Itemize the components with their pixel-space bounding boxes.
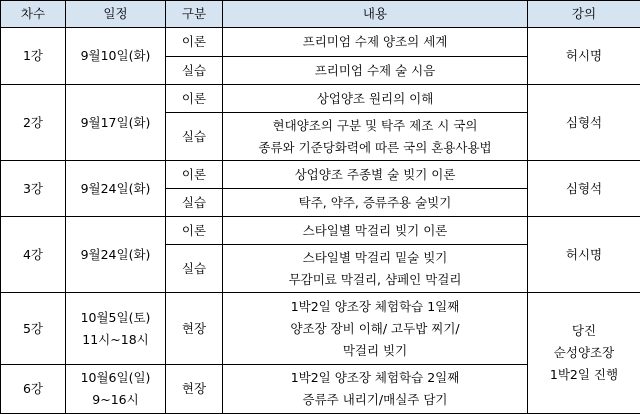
content-line: 막걸리 빚기 [225, 340, 525, 362]
type-cell: 실습 [166, 57, 223, 85]
content-line: 1박2일 양조장 체험학습 2일째 [225, 367, 525, 389]
type-cell: 실습 [166, 245, 223, 293]
date-cell: 9월10일(화) [66, 28, 166, 85]
type-cell: 이론 [166, 28, 223, 57]
type-cell: 실습 [166, 189, 223, 217]
content-line: 무감미료 막걸리, 샴페인 막걸리 [225, 269, 525, 291]
lecturer-cell: 허시명 [528, 217, 640, 293]
header-date: 일정 [66, 1, 166, 28]
table-row [1, 293, 640, 365]
content-cell: 프리미엄 수제 양조의 세계 [223, 28, 528, 57]
lecturer-line: 1박2일 진행 [530, 364, 638, 386]
content-cell: 상업양조 주종별 술 빚기 이론 [223, 161, 528, 189]
type-cell: 현장 [166, 365, 223, 414]
header-session: 차수 [1, 1, 66, 28]
content-line: 현대양조의 구분 및 탁주 제조 시 국의 [225, 115, 525, 137]
content-cell: 스타일별 막걸리 빚기 이론 [223, 217, 528, 245]
lecturer-cell: 허시명 [528, 28, 640, 85]
time-line: 11시~18시 [68, 329, 163, 351]
type-cell: 이론 [166, 161, 223, 189]
table-row [1, 161, 640, 189]
content-cell [223, 293, 528, 365]
content-line: 1박2일 양조장 체험학습 1일째 [225, 296, 525, 318]
date-cell: 9월17일(화) [66, 85, 166, 161]
time-line: 9~16시 [68, 389, 163, 411]
type-cell: 현장 [166, 293, 223, 365]
lecturer-cell: 심형석 [528, 161, 640, 217]
header-content: 내용 [223, 1, 528, 28]
date-cell: 9월24일(화) [66, 161, 166, 217]
content-line: 종류와 기준당화력에 따른 국의 혼용사용법 [225, 137, 525, 159]
date-line: 10월5일(토) [68, 307, 163, 329]
lecturer-cell: 심형석 [528, 85, 640, 161]
type-cell: 이론 [166, 85, 223, 113]
content-cell [223, 365, 528, 414]
content-cell [223, 245, 528, 293]
table-row [1, 85, 640, 113]
date-cell: 9월24일(화) [66, 217, 166, 293]
type-cell: 실습 [166, 113, 223, 161]
session-cell: 2강 [1, 85, 66, 161]
content-cell [223, 113, 528, 161]
session-cell: 1강 [1, 28, 66, 85]
session-cell: 3강 [1, 161, 66, 217]
date-line: 10월6일(일) [68, 367, 163, 389]
lecturer-cell [528, 293, 640, 414]
content-line: 스타일별 막걸리 밑술 빚기 [225, 247, 525, 269]
header-type: 구분 [166, 1, 223, 28]
content-line: 증류주 내리기/매실주 담기 [225, 389, 525, 411]
session-cell: 4강 [1, 217, 66, 293]
content-cell: 탁주, 약주, 증류주용 술빚기 [223, 189, 528, 217]
date-cell [66, 293, 166, 365]
session-cell: 6강 [1, 365, 66, 414]
session-cell: 5강 [1, 293, 66, 365]
type-cell: 이론 [166, 217, 223, 245]
header-lecturer: 강의 [528, 1, 640, 28]
table-row [1, 217, 640, 245]
date-cell [66, 365, 166, 414]
table-row [1, 28, 640, 57]
content-line: 양조장 장비 이해/ 고두밥 찌기/ [225, 318, 525, 340]
lecturer-line: 당진 [530, 320, 638, 342]
header-row [1, 1, 640, 28]
lecturer-line: 순성양조장 [530, 342, 638, 364]
content-cell: 상업양조 원리의 이해 [223, 85, 528, 113]
content-cell: 프리미엄 수제 술 시음 [223, 57, 528, 85]
